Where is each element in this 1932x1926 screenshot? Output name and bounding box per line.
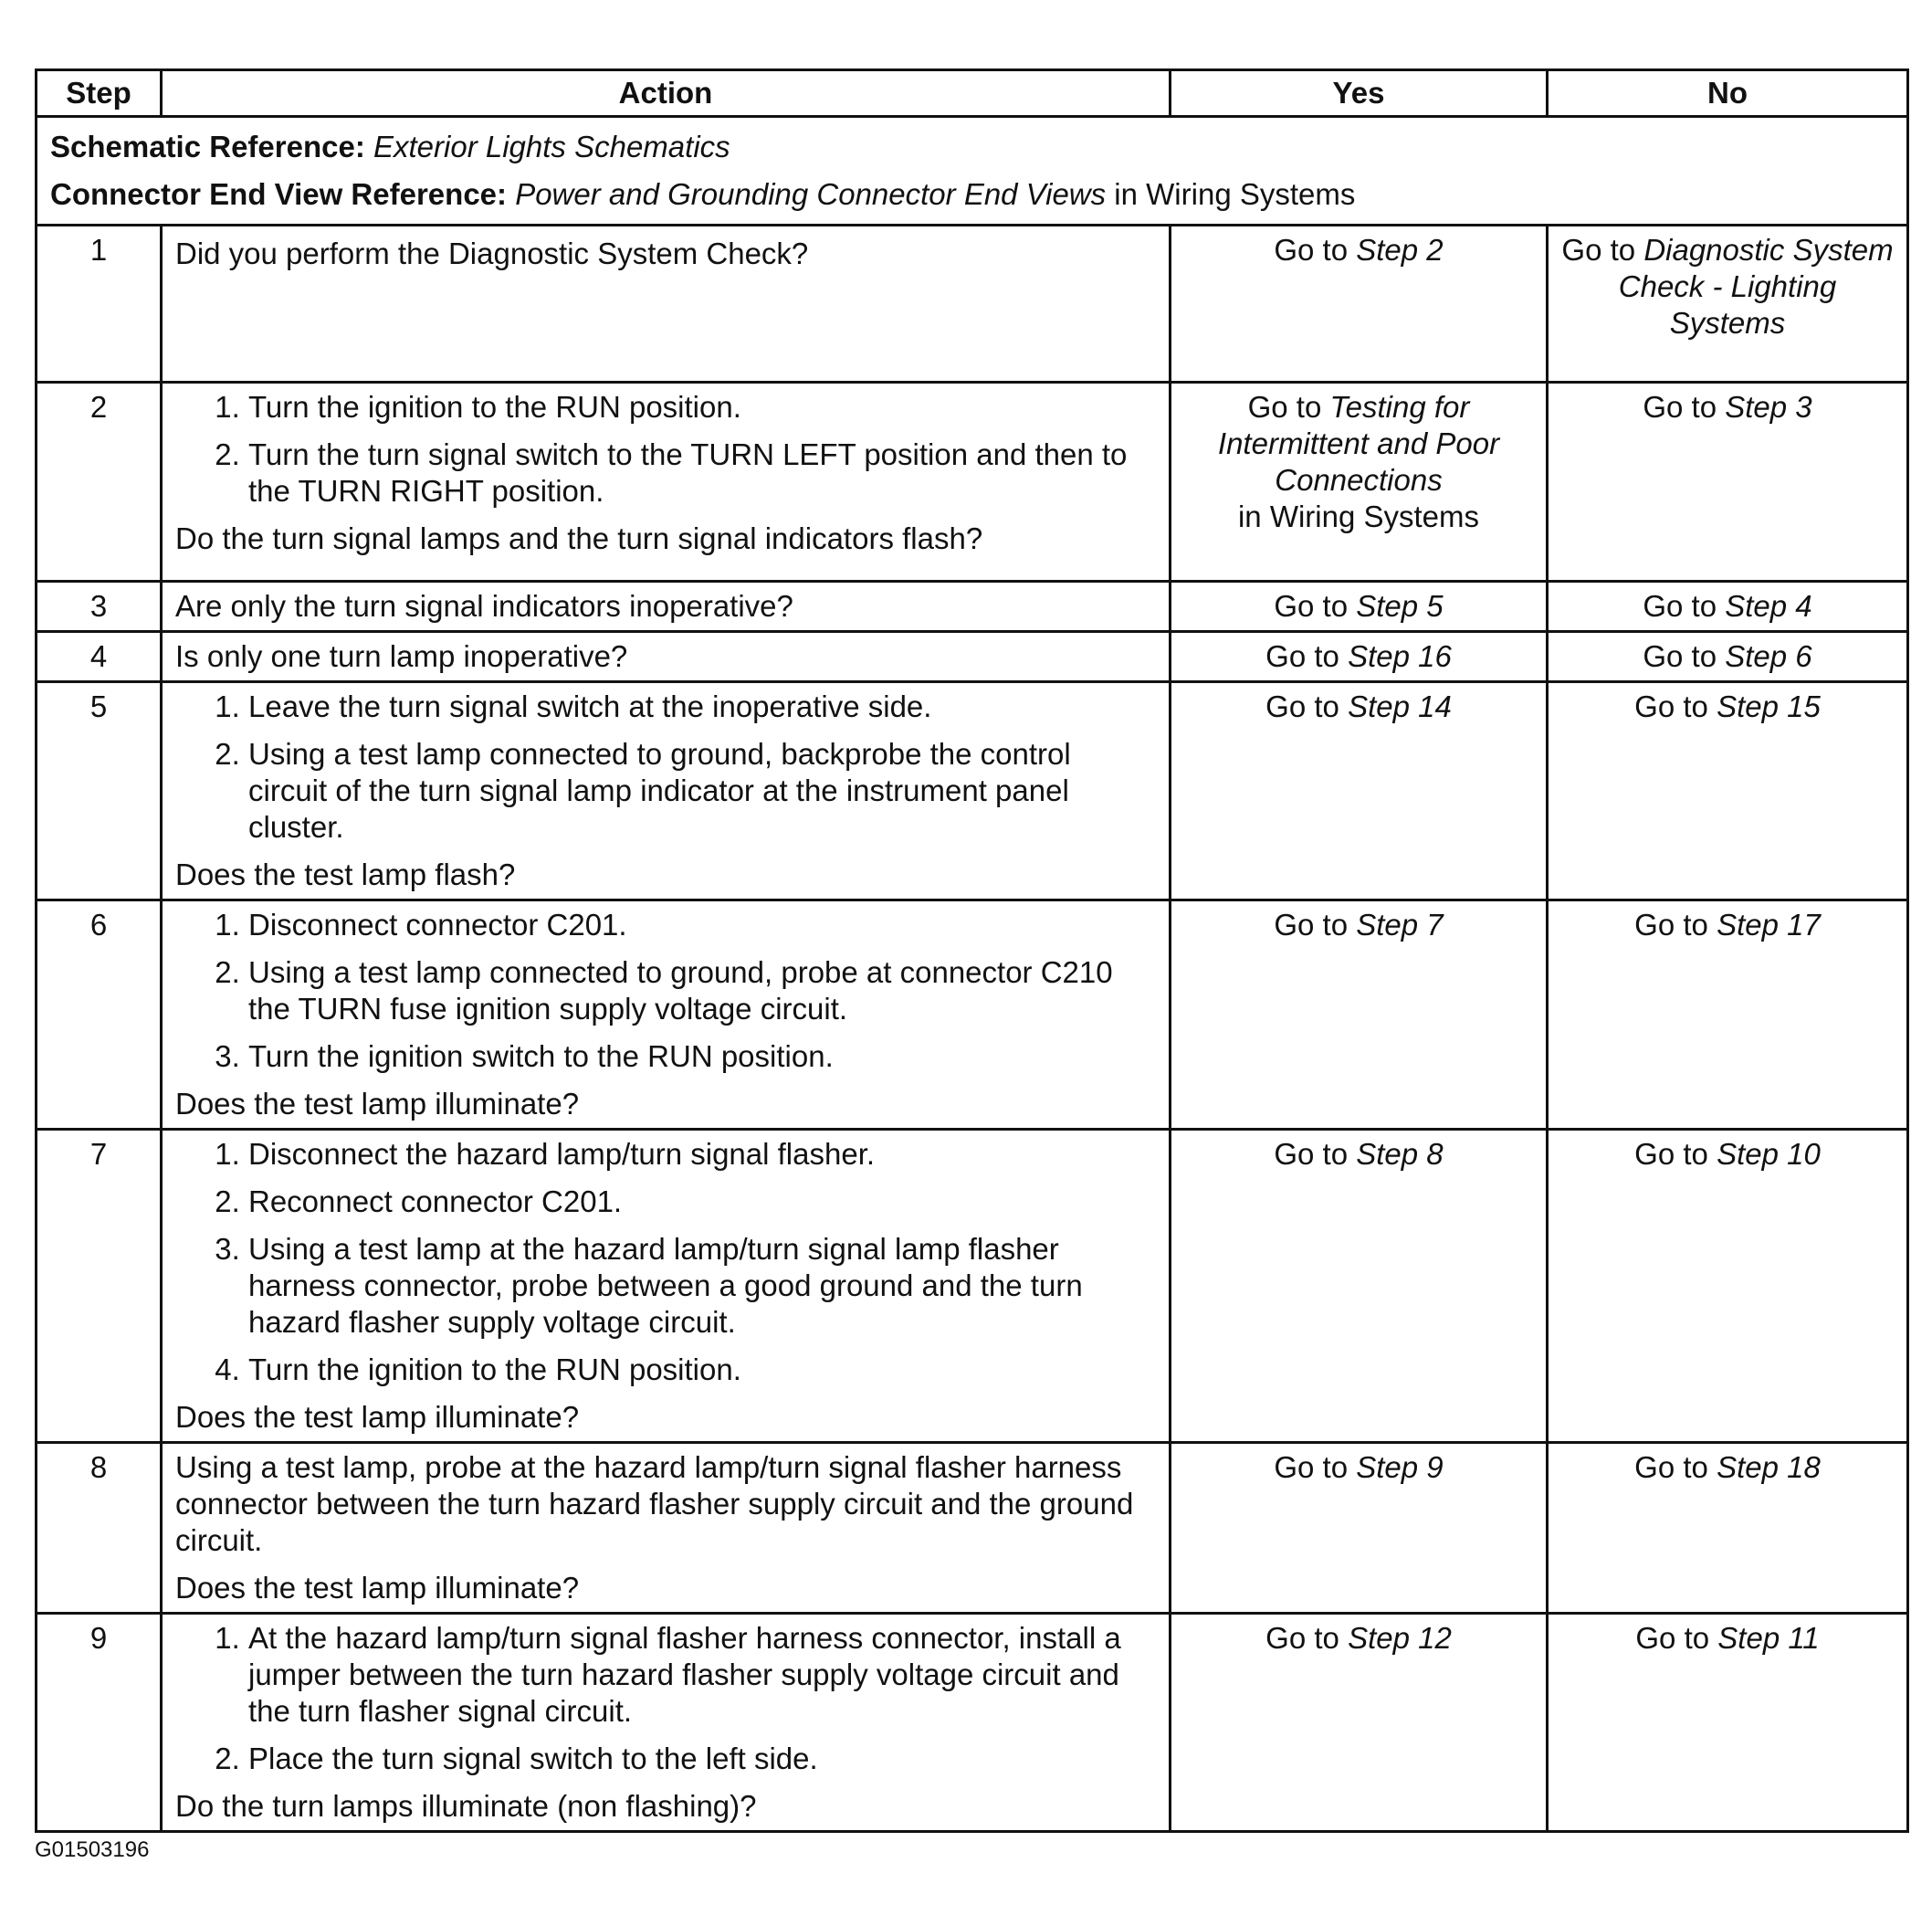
diagnostic-table — [35, 68, 1909, 1833]
action-step: 2. Reconnect connector C201. — [248, 1184, 1156, 1220]
action-step: 3. Turn the ignition switch to the RUN position. — [248, 1038, 1156, 1075]
step-number: 1 — [37, 226, 162, 383]
table-row — [37, 900, 1908, 1130]
step-number: 2 — [37, 383, 162, 582]
action-step: 4. Turn the ignition to the RUN position. — [248, 1352, 1156, 1388]
table-row — [37, 1130, 1908, 1443]
no-cell — [1548, 1614, 1908, 1832]
yes-link[interactable]: Step 9 — [1356, 1450, 1444, 1484]
connector-reference-link[interactable]: Power and Grounding Connector End Views — [515, 177, 1107, 211]
no-link[interactable]: Step 3 — [1725, 390, 1812, 424]
go-to-label: Go to — [1274, 233, 1357, 267]
step-number: 6 — [37, 900, 162, 1130]
yes-suffix: in Wiring Systems — [1237, 500, 1480, 533]
yes-cell — [1171, 1130, 1548, 1443]
action-step: 2. Using a test lamp connected to ground, probe at connector C210 the TURN fuse ignition supply voltage circuit. — [248, 954, 1156, 1027]
action-step: 1. At the hazard lamp/turn signal flasher harness connector, install a jumper between the turn hazard flasher supply voltage circuit and the turn flasher signal circuit. — [248, 1620, 1156, 1730]
no-link[interactable]: Step 18 — [1717, 1450, 1821, 1484]
action-cell — [162, 226, 1171, 383]
action-question: Does the test lamp flash? — [175, 858, 516, 891]
action-step: 2. Place the turn signal switch to the left side. — [248, 1741, 1156, 1777]
figure-id: G01503196 — [35, 1837, 150, 1862]
schematic-reference-label: Schematic Reference: — [50, 130, 365, 163]
no-cell — [1548, 1130, 1908, 1443]
reference-row — [37, 117, 1908, 226]
step-number: 4 — [37, 632, 162, 682]
action-steps — [175, 389, 1156, 510]
header-row — [37, 70, 1908, 117]
yes-cell — [1171, 582, 1548, 632]
yes-link[interactable]: Step 2 — [1356, 233, 1444, 267]
go-to-label: Go to — [1265, 689, 1349, 723]
action-cell — [162, 900, 1171, 1130]
go-to-label: Go to — [1247, 390, 1330, 424]
yes-link[interactable]: Step 8 — [1356, 1137, 1444, 1171]
go-to-label: Go to — [1643, 639, 1726, 673]
action-question: Do the turn lamps illuminate (non flashing)? — [175, 1789, 757, 1823]
go-to-label: Go to — [1635, 1621, 1718, 1655]
action-question: Are only the turn signal indicators inoperative? — [175, 589, 793, 623]
step-number: 3 — [37, 582, 162, 632]
table-row — [37, 1443, 1908, 1614]
schematic-reference-link[interactable]: Exterior Lights Schematics — [373, 130, 730, 163]
connector-reference-label: Connector End View Reference: — [50, 177, 508, 211]
yes-link[interactable]: Step 5 — [1356, 589, 1444, 623]
action-question: Is only one turn lamp inoperative? — [175, 639, 628, 673]
action-question: Did you perform the Diagnostic System Check? — [175, 237, 809, 270]
go-to-label: Go to — [1274, 1137, 1357, 1171]
table-row — [37, 1614, 1908, 1832]
no-cell — [1548, 582, 1908, 632]
table-row — [37, 582, 1908, 632]
no-cell — [1548, 1443, 1908, 1614]
connector-reference — [50, 171, 1894, 218]
no-link[interactable]: Step 6 — [1725, 639, 1812, 673]
step-number: 7 — [37, 1130, 162, 1443]
table-row — [37, 383, 1908, 582]
action-question: Does the test lamp illuminate? — [175, 1571, 580, 1605]
yes-cell — [1171, 632, 1548, 682]
header-yes: Yes — [1171, 70, 1548, 117]
no-cell — [1548, 226, 1908, 383]
yes-cell — [1171, 383, 1548, 582]
action-step: 2. Turn the turn signal switch to the TURN LEFT position and then to the TURN RIGHT position. — [248, 437, 1156, 510]
header-no: No — [1548, 70, 1908, 117]
no-cell — [1548, 632, 1908, 682]
yes-cell — [1171, 900, 1548, 1130]
action-question: Do the turn signal lamps and the turn signal indicators flash? — [175, 521, 983, 555]
go-to-label: Go to — [1265, 1621, 1349, 1655]
go-to-label: Go to — [1274, 589, 1357, 623]
yes-link[interactable]: Step 16 — [1348, 639, 1452, 673]
yes-cell — [1171, 682, 1548, 900]
step-number: 9 — [37, 1614, 162, 1832]
header-step: Step — [37, 70, 162, 117]
no-cell — [1548, 682, 1908, 900]
yes-cell — [1171, 1443, 1548, 1614]
no-link[interactable]: Step 17 — [1717, 908, 1821, 942]
action-step: 1. Turn the ignition to the RUN position. — [248, 389, 1156, 426]
go-to-label: Go to — [1634, 908, 1717, 942]
action-steps — [175, 689, 1156, 846]
action-question: Does the test lamp illuminate? — [175, 1400, 580, 1434]
table-row — [37, 226, 1908, 383]
go-to-label: Go to — [1274, 1450, 1357, 1484]
yes-link[interactable]: Step 12 — [1348, 1621, 1452, 1655]
action-cell — [162, 1130, 1171, 1443]
go-to-label: Go to — [1643, 589, 1726, 623]
action-cell — [162, 682, 1171, 900]
action-step: 2. Using a test lamp connected to ground, backprobe the control circuit of the turn signal lamp indicator at the instrument panel cluster. — [248, 736, 1156, 846]
action-cell — [162, 582, 1171, 632]
action-cell — [162, 632, 1171, 682]
step-number: 5 — [37, 682, 162, 900]
action-intro: Using a test lamp, probe at the hazard lamp/turn signal flasher harness connector between the turn hazard flasher supply circuit and the ground circuit. — [175, 1450, 1134, 1557]
yes-link[interactable]: Testing for Intermittent and Poor Connections — [1217, 390, 1500, 497]
reference-cell — [37, 117, 1908, 226]
go-to-label: Go to — [1634, 689, 1717, 723]
table-row — [37, 632, 1908, 682]
action-cell — [162, 383, 1171, 582]
step-number: 8 — [37, 1443, 162, 1614]
table-row — [37, 682, 1908, 900]
go-to-label: Go to — [1274, 908, 1357, 942]
action-question: Does the test lamp illuminate? — [175, 1087, 580, 1121]
action-steps — [175, 1136, 1156, 1388]
schematic-reference — [50, 123, 1894, 171]
go-to-label: Go to — [1634, 1450, 1717, 1484]
yes-link[interactable]: Step 14 — [1348, 689, 1452, 723]
action-cell — [162, 1443, 1171, 1614]
connector-reference-suffix: in Wiring Systems — [1106, 177, 1356, 211]
no-link[interactable]: Step 10 — [1717, 1137, 1821, 1171]
yes-link[interactable]: Step 7 — [1356, 908, 1444, 942]
action-cell — [162, 1614, 1171, 1832]
no-link[interactable]: Diagnostic System Check - Lighting Systems — [1618, 233, 1894, 340]
go-to-label: Go to — [1561, 233, 1644, 267]
no-link[interactable]: Step 15 — [1717, 689, 1821, 723]
no-cell — [1548, 900, 1908, 1130]
yes-cell — [1171, 226, 1548, 383]
action-steps — [175, 907, 1156, 1075]
action-step: 1. Disconnect connector C201. — [248, 907, 1156, 943]
no-link[interactable]: Step 11 — [1717, 1621, 1820, 1655]
yes-cell — [1171, 1614, 1548, 1832]
action-step: 3. Using a test lamp at the hazard lamp/turn signal lamp flasher harness connector, probe between a good ground and the turn hazard flasher supply voltage circuit. — [248, 1231, 1156, 1341]
action-step: 1. Leave the turn signal switch at the inoperative side. — [248, 689, 1156, 725]
no-cell — [1548, 383, 1908, 582]
header-action: Action — [162, 70, 1171, 117]
go-to-label: Go to — [1634, 1137, 1717, 1171]
action-step: 1. Disconnect the hazard lamp/turn signal flasher. — [248, 1136, 1156, 1173]
go-to-label: Go to — [1643, 390, 1726, 424]
action-steps — [175, 1620, 1156, 1777]
no-link[interactable]: Step 4 — [1725, 589, 1812, 623]
go-to-label: Go to — [1265, 639, 1349, 673]
